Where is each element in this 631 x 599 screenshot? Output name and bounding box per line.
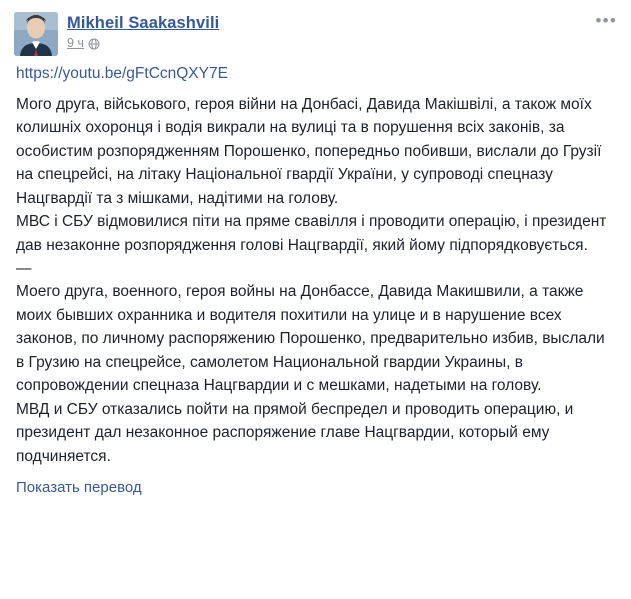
show-translation-link[interactable]: Показать перевод — [16, 479, 142, 496]
post-paragraph-uk-2: МВС і СБУ відмовилися піти на пряме свавілля і проводити операцію, і президент дав незаконне розпорядження голові Нацгвардії, який йому підпорядковується. — [16, 213, 611, 254]
profile-photo-image — [14, 12, 58, 56]
post-header — [14, 12, 617, 60]
post-author-block — [67, 12, 617, 50]
post-paragraph-ru-1: Моего друга, военного, героя войны на Донбассе, Давида Макишвили, а также моих бывших охранника и водителя похитили на улице и в нарушение всех законов, по личному распоряжению Порошенко, предварительно избив, выслали в Грузию на спецрейсе, самолетом Национальной гвардии Украины, в сопровождении спецназа Нацгвардии и с мешками, надетыми на голову. — [16, 283, 609, 394]
post-body — [14, 60, 617, 500]
post-video-link[interactable]: https://youtu.be/gFtCcnQXY7E — [16, 65, 228, 82]
post-meta — [67, 36, 617, 50]
post-timestamp[interactable]: 9 ч — [67, 36, 84, 50]
post-paragraph-ru-2: МВД и СБУ отказались пойти на прямой беспредел и проводить операцию, и президент дал незаконное распоряжение главе Нацгвардии, который ему подчиняется. — [16, 400, 578, 465]
avatar[interactable] — [14, 12, 58, 56]
author-name[interactable]: Mikheil Saakashvili — [67, 14, 220, 32]
globe-icon[interactable] — [88, 37, 100, 49]
post-separator: — — [16, 260, 32, 277]
post-paragraph-uk-1: Мого друга, військового, героя війни на Донбасі, Давида Макішвілі, а також моїх колишніх охоронця і водія викрали на вулиці та в порушення всіх законів, за особистим розпорядженням Порошенко, попередньо побивши, вислали до Грузії на спецрейсі, на літаку Національної гвардії України, у супроводі спецназу Нацгвардії та з мішками, надітими на голову. — [16, 95, 606, 207]
post-options-button[interactable]: ••• — [595, 11, 617, 30]
